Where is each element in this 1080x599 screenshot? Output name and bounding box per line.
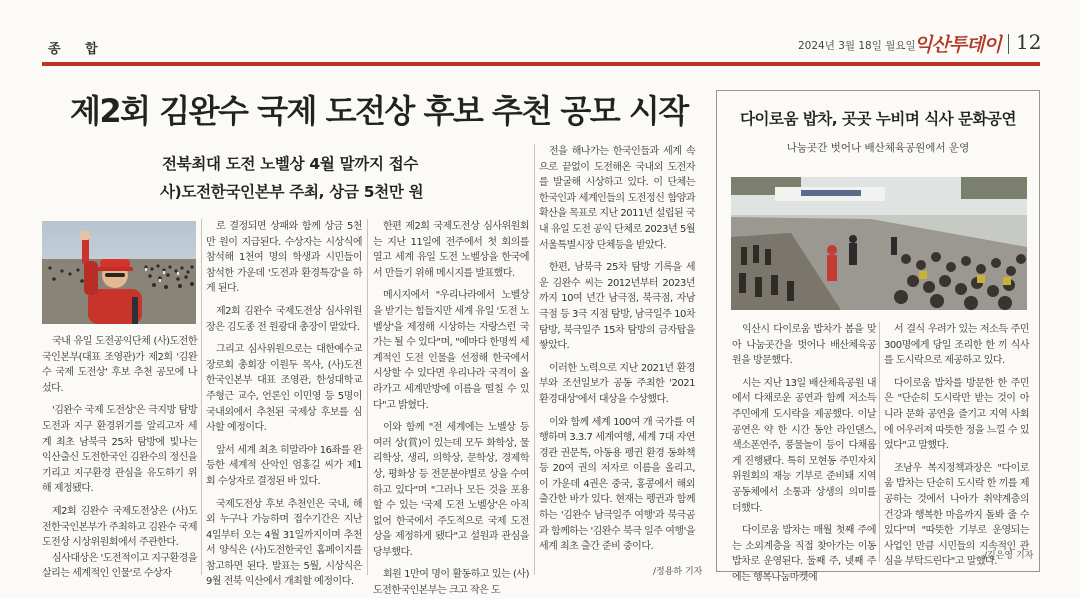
- page-number: 12: [1016, 30, 1042, 54]
- paragraph: 시는 지난 13일 배산체육공원 내에서 다채로운 공연과 함께 저소득 주민에게 도시락을 제공했다. 이날 공연은 약 한 시간 동안 라인댄스, 색소폰연주, 풍물놀이 등이 다채롭게 진행됐다. 특히 모현동 주민자치위원회의 재능 기부로 준비돼 지역 공동체에서 소통과 상생의 의미를 더했다.: [732, 377, 876, 514]
- paragraph: 국내 유일 도전공익단체 (사)도전한국인본부(대표 조영관)가 제2회 '김완수 국제 도전상' 후보 추천 공모에 나섰다.: [42, 336, 197, 394]
- paragraph: 그리고 심사위원으로는 대한예수교장로회 총회장 이원두 목사, (사)도전한국인본부 대표 조영관, 한성대학교 주형근 교수, 언론인 이민영 등 5명이 국내외에서 추천된 국제상 후보를 심사할 예정이다.: [206, 344, 362, 434]
- sidebar-column: [884, 322, 1029, 570]
- column-divider: [201, 219, 202, 575]
- sidebar-byline: /김은영 기자: [984, 551, 1034, 561]
- paragraph: 전을 해나가는 한국인들과 세계 속으로 끝없이 도전해온 국내외 도전자를 발굴해 시상하고 있다. 이 단체는 한국인과 세계인들의 도전정신 함양과 확산을 목표로 지난 2011년 설립된 국내 유일 도전 공익 단체로 2023년 5월 서울특별시장 단체등을 받았다.: [539, 146, 695, 251]
- article-column: [42, 334, 197, 582]
- paragraph: 다이로움 밥차를 방문한 한 주민은 "단순히 도시락만 받는 것이 아니라 문화 공연을 즐기고 지역 사회에 어우러져 따뜻한 정을 느낄 수 있었다"고 말했다.: [884, 377, 1029, 452]
- sidebar-headline: 다이로움 밥차, 곳곳 누비며 식사 문화공연: [740, 110, 1016, 128]
- newspaper-logo: 익산투데이: [914, 34, 1001, 56]
- article-column: [539, 144, 695, 555]
- sidebar-column: [732, 322, 876, 586]
- issue-date: 2024년 3월 18일 월요일: [798, 40, 916, 52]
- article-headline: 제2회 김완수 국제 도전상 후보 추천 공모 시작: [70, 92, 688, 130]
- paragraph: 이와 함께 세계 100여 개 국가를 여행하며 3.3.7 세계여행, 세계 7대 자연경관 권문톡, 아동용 펭귄 환경 동화책 등 20여 권의 저자로 이름을 올리고, 이 가운데 4권은 중국, 홍콩에서 해외 출간한 바가 있다. 현재는 펭귄과 함께하는 '김완수 남극일주 여행'과 북극곰과 함께하는 '김완수 북극 일주 여행'을 세계 최초 출간 준비 중이다.: [539, 416, 695, 553]
- page-divider: [1008, 34, 1009, 54]
- column-divider: [879, 322, 880, 562]
- paragraph: 회원 1만여 명이 활동하고 있는 (사)도전한국인본부는 크고 작은 도: [373, 569, 529, 597]
- paragraph: 국제도전상 후보 추천인은 국내, 해외 누구나 가능하며 접수기간은 지난 4일부터 오는 4월 31일까지이며 추천서 양식은 (사)도전한국인 홈페이지를 참고하면 된다. 발표는 5월, 시상식은 9월 전북 익산에서 개최할 예정이다.: [206, 498, 362, 588]
- article-byline: /정용하 기자: [653, 567, 703, 577]
- paragraph: 제2회 김완수 국제도전상 심사위원장은 김도종 전 원광대 총장이 맡았다.: [206, 305, 362, 333]
- paragraph: 서 결식 우려가 있는 저소득 주민 300명에게 당일 조리한 한 끼 식사를 도시락으로 제공하고 있다.: [884, 324, 1029, 367]
- paragraph: 조남우 복지정책과장은 "다이로움 밥차는 단순히 도시락 한 끼를 제공하는 것에서 나아가 취약계층의 건강과 행복한 마음까지 돌봐 줄 수 있다"며 "따뜻한 기부로 운영되는 사업인 만큼 시민들의 지속적인 관심을 부탁드린다"고 말했다.: [884, 462, 1029, 568]
- paragraph: 로 결정되면 상패와 함께 상금 5천만 원이 지급된다. 수상자는 시상식에 참석해 1천여 명의 학생과 시민들이 참석한 가운데 '도전과 환경특강'을 하게 된다.: [206, 221, 362, 295]
- article-subhead: 전북최대 도전 노벨상 4월 말까지 접수: [162, 155, 419, 173]
- column-divider: [367, 219, 368, 575]
- paragraph: 이러한 노력으로 지난 2021년 환경부와 조선일보가 공동 주최한 '2021 환경대상'에서 대상을 수상했다.: [539, 362, 695, 405]
- article-column: [373, 219, 529, 599]
- sidebar-subhead: 나눔곳간 벗어나 배산체육공원에서 운영: [786, 142, 970, 154]
- paragraph: 한편 제2회 국제도전상 심사위원회는 지난 11일에 전주에서 첫 회의를 열고 세계 유일 도전 노벨상을 한국에서 만들기 위해 메시지를 발표했다.: [373, 221, 529, 279]
- paragraph: 한편, 남북극 25차 탐방 기록을 세운 김완수 씨는 2012년부터 2023년까지 10여 년간 남극점, 북극점, 자남극점 등 3극 지점 탐방, 남극일주 10차 탐방, 북극일주 15차 탐방의 금자탑을 쌓았다.: [539, 262, 695, 352]
- paragraph: 제2회 김완수 국제도전상은 (사)도전한국인본부가 주최하고 김완수 국제도전상 시상위원회에서 주관한다.: [42, 505, 197, 549]
- column-divider: [534, 144, 535, 575]
- paragraph: 이와 함께 "전 세계에는 노벨상 등 여러 상(賞)이 있는데 모두 화학상, 물리학상, 생리, 의학상, 문학상, 경제학상, 평화상 등 전문분야별로 상을 수여하고 있다"며 "그러나 모든 것을 포용할 수 있는 '국제 도전 노벨상'은 아직 없어 한국에서 주도적으로 국제 도전상을 제정하게 됐다"고 설원과 관심을 당부했다.: [373, 422, 529, 558]
- paragraph: 메시지에서 "우리나라에서 노벨상을 받기는 힘들지만 세계 유일 '도전 노벨상'을 제정해 시상하는 자랑스런 국가는 될 수 있다"며, "예마다 한명씩 세계적인 도전 인물을 선정해 한국에서 시상할 수 있다면 우리나라 국격이 올라가고 세계만방에 이름을 떨칠 수 있다"고 밝혔다.: [373, 290, 529, 411]
- page-header: [42, 30, 1040, 60]
- article-column: [206, 219, 362, 590]
- paragraph: '김완수 국제 도전상'은 극지방 탐방 도전과 지구 환경위기를 알리고자 세계 최초 남북극 25차 탐방에 빛나는 익산출신 도전한국인 김완수의 정신을 기리고 지구환경 관심을 유도하기 위해 제정됐다.: [42, 405, 197, 495]
- article-subhead: 사)도전한국인본부 주최, 상금 5천만 원: [160, 183, 424, 201]
- section-label: 종 합: [48, 42, 108, 57]
- event-photo: [731, 177, 1027, 310]
- explorer-photo: [42, 221, 196, 324]
- header-rule: [42, 62, 1040, 66]
- paragraph: 익산시 다이로움 밥차가 봄을 맞아 나눔곳간을 벗어나 배산체육공원을 방문했다.: [732, 324, 876, 367]
- paragraph: 다이로움 밥차는 매월 첫째 주에는 소외계층을 직접 찾아가는 이동 밥차로 운영된다. 둘째 주, 넷째 주에는 행복나눔마켓에: [732, 525, 876, 583]
- paragraph: 심사대상은 '도전적이고 지구환경을 살리는 세계적인 인물'로 수상자: [42, 552, 198, 580]
- paragraph: 앞서 세계 최초 히말라야 16좌를 완등한 세계적 산악인 엄홍길 씨가 제1회 수상자로 결정된 바 있다.: [206, 444, 362, 487]
